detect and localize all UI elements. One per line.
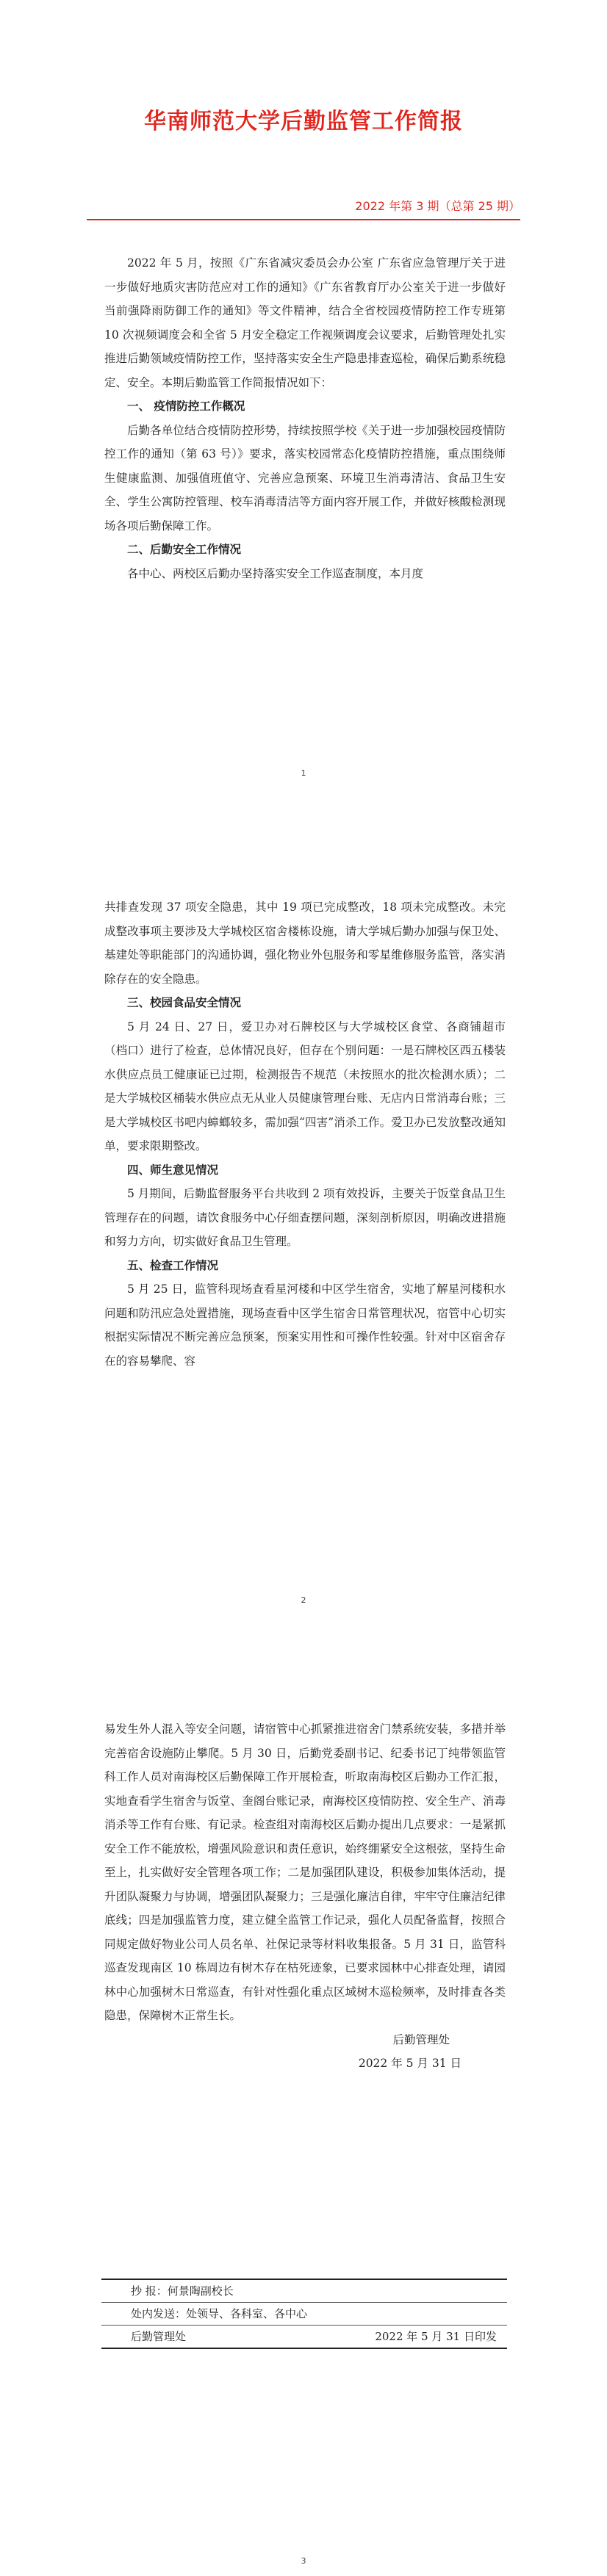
section-heading-1: 一、 疫情防控工作概况 xyxy=(127,400,245,413)
page-3 xyxy=(0,1717,607,2576)
distribution-label: 处内发送： xyxy=(131,2307,187,2320)
distribution-row xyxy=(101,2303,507,2326)
distribution-footer xyxy=(101,2279,507,2349)
cc-row xyxy=(101,2279,507,2303)
page-3-body xyxy=(104,1717,506,2076)
section-1-paragraph: 后勤各单位结合疫情防控形势，持续按照学校《关于进一步加强校园疫情防控工作的通知（第 63 号）》要求，落实校园常态化疫情防控措施，重点围绕师生健康监测、加强值班值守、完善应急预案、环境卫生消毒清洁、食品卫生安全、学生公寓防控管理、校车消毒清洁等方面内容开展工作，并做好核酸检测现场各项后勤保障工作。 xyxy=(104,423,506,533)
print-date: 2022 年 5 月 31 日印发 xyxy=(375,2330,497,2343)
signature-date: 2022 年 5 月 31 日 xyxy=(358,2057,461,2070)
section-heading-2: 二、后勤安全工作情况 xyxy=(127,543,242,556)
intro-paragraph: 2022 年 5 月，按照《广东省减灾委员会办公室 广东省应急管理厅关于进一步做好地质灾害防范应对工作的通知》《广东省教育厅办公室关于进一步做好当前强降雨防御工作的通知》等文件精神，结合全省校园疫情防控工作专班第 10 次视频调度会和全省 5 月安全稳定工作视频调度会议要求，后勤管理处扎实推进后勤领域疫情防控工作，坚持落实安全生产隐患排查巡检，确保后勤系统稳定、安全。本期后勤监管工作简报情况如下： xyxy=(104,256,506,389)
section-heading-4: 四、师生意见情况 xyxy=(127,1163,219,1177)
section-4-paragraph: 5 月期间，后勤监督服务平台共收到 2 项有效投诉，主要关于饭堂食品卫生管理存在的问题，请饮食服务中心仔细查摆问题，深刻剖析原因，明确改进措施和努力方向，切实做好食品卫生管理。 xyxy=(104,1187,506,1248)
issuer-row xyxy=(101,2326,507,2349)
distribution-value: 处领导、各科室、各中心 xyxy=(186,2307,308,2320)
page-2-body xyxy=(104,895,506,1373)
page-1 xyxy=(0,0,607,859)
page-2 xyxy=(0,859,607,1717)
header-rule xyxy=(87,219,520,220)
signature-unit: 后勤管理处 xyxy=(392,2032,450,2046)
section-heading-3: 三、校园食品安全情况 xyxy=(127,996,242,1009)
cc-label: 抄 报： xyxy=(131,2284,168,2298)
issue-number: 2022 年第 3 期（总第 25 期） xyxy=(355,199,520,213)
cc-value: 何景陶副校长 xyxy=(167,2284,234,2298)
section-2-paragraph-start: 各中心、两校区后勤办坚持落实安全工作巡查制度，本月度 xyxy=(127,566,424,580)
page-number: 3 xyxy=(301,2556,306,2566)
section-5-paragraph-cont: 易发生外人混入等安全问题，请宿管中心抓紧推进宿舍门禁系统安装，多措并举完善宿舍设施防止攀爬。5 月 30 日，后勤党委副书记、纪委书记丁纯带领监管科工作人员对南海校区后勤保障工作开展检查，听取南海校区后勤办工作汇报，实地查看学生宿舍与饭堂、奎阁台账记录，南海校区疫情防控、安全生产、消毒消杀等工作有台账、有记录。检查组对南海校区后勤办提出几点要求：一是紧抓安全工作不能放松，增强风险意识和责任意识，始终绷紧安全这根弦，坚持生命至上，扎实做好安全管理各项工作；二是加强团队建设，积极参加集体活动，提升团队凝聚力与协调，增强团队凝聚力；三是强化廉洁自律，牢牢守住廉洁纪律底线；四是加强监管力度，建立健全监管工作记录，强化人员配备监督，按照合同规定做好物业公司人员名单、社保记录等材料收集报备。5 月 31 日，监管科巡查发现南区 10 栋周边有树木存在枯死迹象，已要求园林中心排查处理，请园林中心加强树木日常巡查，有针对性强化重点区域树木巡检频率，及时排查各类隐患，保障树木正常生长。 xyxy=(104,1722,506,2022)
section-heading-5: 五、检查工作情况 xyxy=(127,1258,219,1272)
issuer-name: 后勤管理处 xyxy=(131,2330,187,2343)
section-3-paragraph: 5 月 24 日、27 日，爱卫办对石牌校区与大学城校区食堂、各商铺超市（档口）进行了检查，总体情况良好，但存在个别问题：一是石牌校区西五楼装水供应点员工健康证已过期，检测报告不规范（未按照水的批次检测水质）；二是大学城校区桶装水供应点无从业人员健康管理台账、无店内日常消毒台账；三是大学城校区书吧内蟑螂较多，需加强“四害”消杀工作。爱卫办已发放整改通知单，要求限期整改。 xyxy=(104,1020,506,1152)
section-2-paragraph-cont: 共排查发现 37 项安全隐患，其中 19 项已完成整改，18 项未完成整改。未完成整改事项主要涉及大学城校区宿舍楼栋设施，请大学城后勤办加强与保卫处、基建处等职能部门的沟通协调，强化物业外包服务和零星维修服务监管，落实消除存在的安全隐患。 xyxy=(104,901,506,986)
page-number: 1 xyxy=(301,768,306,778)
page-number: 2 xyxy=(301,1595,306,1605)
page-1-body xyxy=(104,251,506,585)
bulletin-title: 华南师范大学后勤监管工作简报 xyxy=(144,109,463,134)
section-5-paragraph-start: 5 月 25 日，监管科现场查看星河楼和中区学生宿舍，实地了解星河楼积水问题和防汛应急处置措施，现场查看中区学生宿舍日常管理状况，宿管中心切实根据实际情况不断完善应急预案，预案实用性和可操作性较强。针对中区宿舍存在的容易攀爬、容 xyxy=(104,1282,506,1368)
